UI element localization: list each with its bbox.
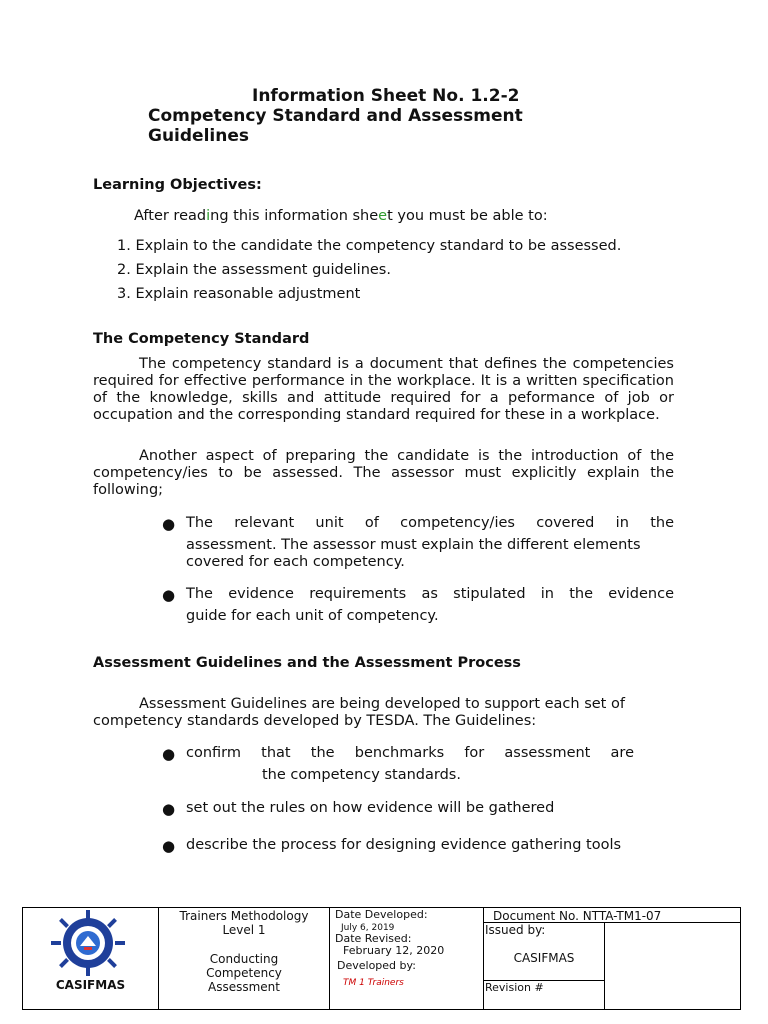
page-subtitle: Competency Standard and Assessment Guidelines bbox=[148, 106, 523, 146]
competency-bullet-1-rest: assessment. The assessor must explain the different elements covered for each competency. bbox=[186, 537, 641, 570]
competency-paragraph-2: Another aspect of preparing the candidate is the introduction of the competency/ies to be assessed. The assessor must explicitly explain the following; bbox=[93, 448, 674, 498]
module-line-1: Conducting bbox=[209, 952, 279, 966]
issued-by: CASIFMAS bbox=[513, 951, 575, 965]
date-revised: February 12, 2020 bbox=[343, 944, 445, 957]
intro-text-2: ng this information she bbox=[210, 208, 379, 224]
module-line-2: Competency bbox=[206, 966, 282, 980]
intro-text-3: t you must be able to: bbox=[387, 208, 548, 224]
bullet-icon: ● bbox=[162, 586, 176, 604]
date-developed-label: Date Developed: bbox=[335, 908, 428, 921]
issued-by-label: Issued by: bbox=[485, 923, 546, 937]
competency-bullet-1-line1: The relevant unit of competency/ies covered in the bbox=[186, 515, 674, 531]
guidelines-heading: Assessment Guidelines and the Assessment Process bbox=[93, 655, 521, 671]
date-developed: July 6, 2019 bbox=[341, 923, 395, 933]
casifmas-logo-icon bbox=[49, 909, 127, 977]
guidelines-bullet-2: set out the rules on how evidence will be gathered bbox=[186, 800, 555, 816]
guidelines-bullet-3: describe the process for designing evidence gathering tools bbox=[186, 837, 622, 853]
bullet-icon: ● bbox=[162, 515, 176, 533]
intro-highlight-1: i bbox=[206, 208, 211, 224]
objective-item: 1. Explain to the candidate the competency standard to be assessed. bbox=[117, 238, 622, 254]
course-name: Trainers Methodology bbox=[179, 909, 309, 923]
revision-label: Revision # bbox=[485, 981, 544, 994]
objective-item: 2. Explain the assessment guidelines. bbox=[117, 262, 391, 278]
module-line-3: Assessment bbox=[208, 980, 280, 994]
bullet-icon: ● bbox=[162, 745, 176, 763]
objectives-heading: Learning Objectives: bbox=[93, 177, 262, 193]
competency-heading: The Competency Standard bbox=[93, 331, 310, 347]
intro-highlight-2: e bbox=[378, 208, 388, 224]
bullet-icon: ● bbox=[162, 800, 176, 818]
guidelines-bullet-1-rest: the competency standards. bbox=[262, 767, 461, 783]
date-revised-label: Date Revised: bbox=[335, 932, 412, 945]
document-number: Document No. NTTA-TM1-07 bbox=[493, 909, 662, 923]
competency-bullet-2-rest: guide for each unit of competency. bbox=[186, 608, 439, 624]
objective-item: 3. Explain reasonable adjustment bbox=[117, 286, 361, 302]
bullet-icon: ● bbox=[162, 837, 176, 855]
competency-paragraph-1: The competency standard is a document that defines the competencies required for effective performance in the workplace. It is a written specification of the knowledge, skills and attitude required for a peformance of job or occupation and the corresponding standard required for these in a workplace. bbox=[93, 356, 674, 423]
course-level: Level 1 bbox=[222, 923, 266, 937]
guidelines-paragraph: Assessment Guidelines are being developed to support each set of competency standards developed by TESDA. The Guidelines: bbox=[93, 696, 625, 729]
logo-label: CASIFMAS bbox=[55, 978, 126, 992]
developed-by: TM 1 Trainers bbox=[343, 978, 404, 988]
guidelines-bullet-1-line1: confirm that the benchmarks for assessment are bbox=[186, 745, 634, 761]
footer-table bbox=[22, 907, 741, 1010]
competency-bullet-2-line1: The evidence requirements as stipulated in the evidence bbox=[186, 586, 674, 602]
developed-by-label: Developed by: bbox=[337, 959, 416, 972]
page-title: Information Sheet No. 1.2-2 bbox=[252, 86, 520, 106]
objectives-intro bbox=[134, 208, 548, 225]
intro-text-1: After read bbox=[134, 208, 207, 224]
